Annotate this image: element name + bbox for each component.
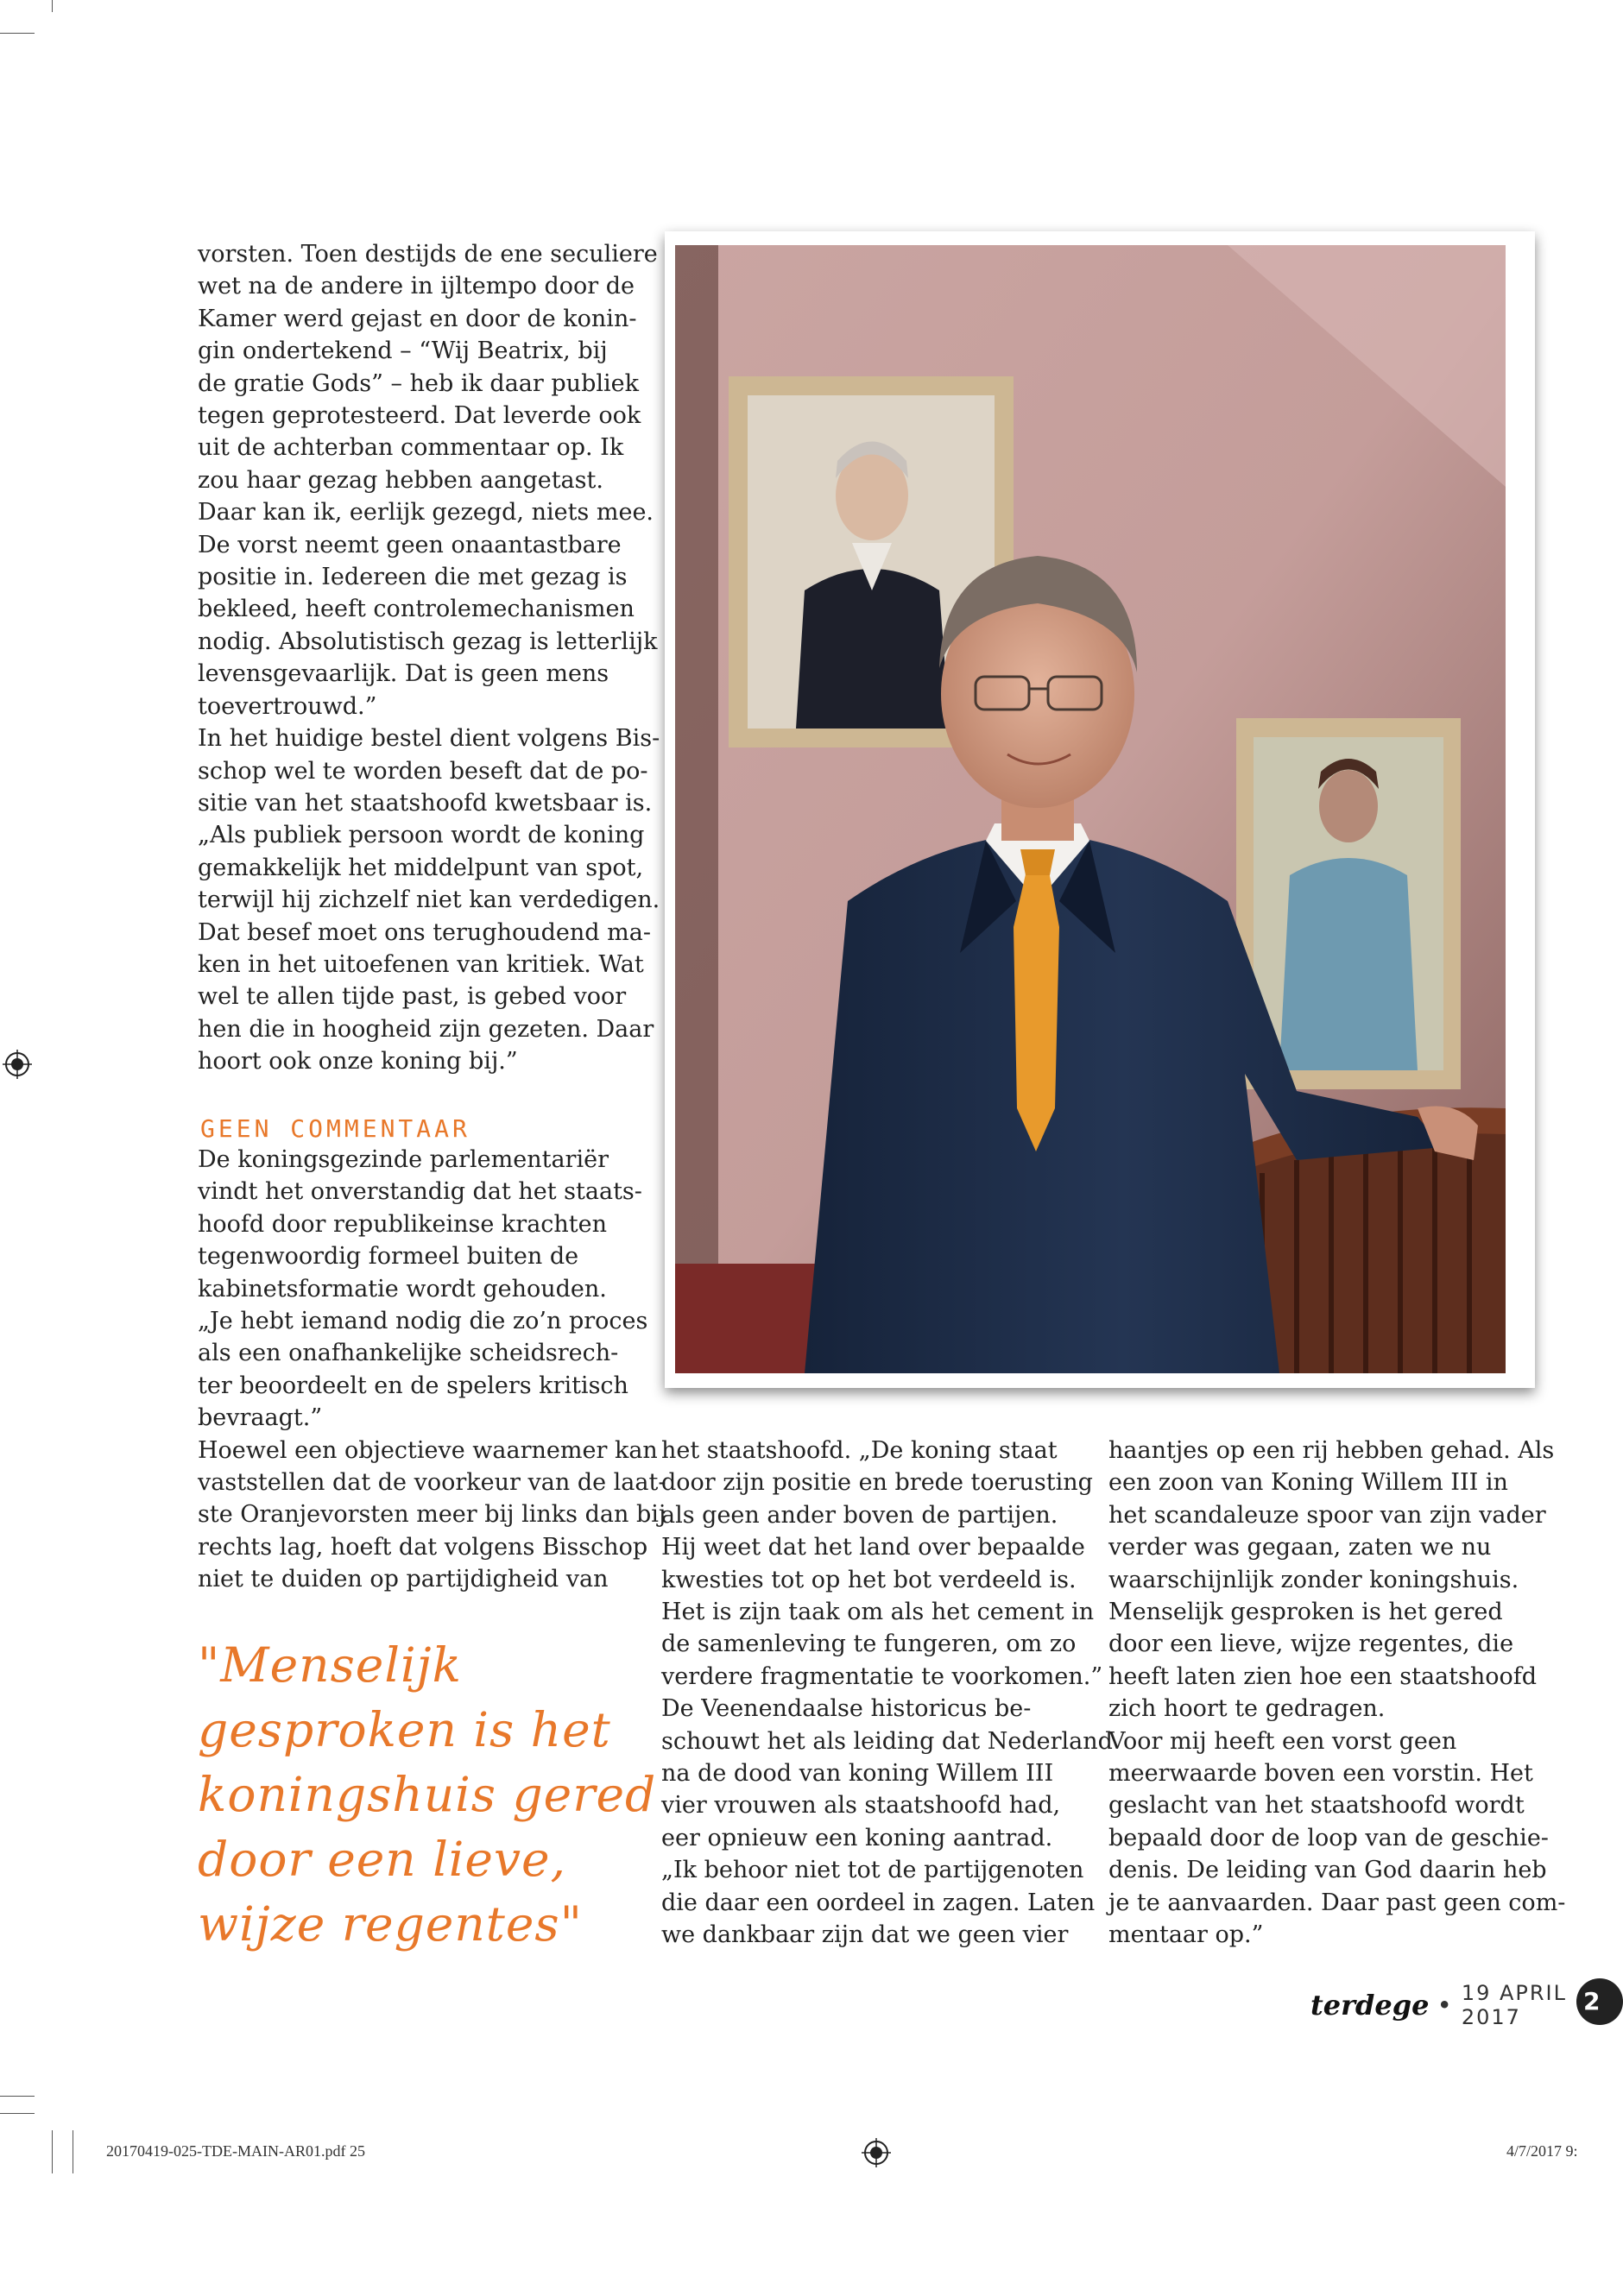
text-line: we dankbaar zijn dat we geen vier <box>661 1921 1069 1949</box>
text-line: de samenleving te fungeren, om zo <box>661 1631 1077 1658</box>
text-line: kwesties tot op het bot verdeeld is. <box>661 1566 1077 1593</box>
text-line: wet na de andere in ijltempo door de <box>198 273 635 300</box>
page-number-badge <box>1576 1978 1623 2025</box>
registration-mark-bottom-icon <box>862 2138 891 2167</box>
column-2-text <box>661 1435 1113 1952</box>
text-line: Hoewel een objectieve waarnemer kan <box>198 1436 658 1464</box>
text-line: De Veenendaalse historicus be- <box>661 1695 1032 1723</box>
text-line: hen die in hoogheid zijn gezeten. Daar <box>198 1015 654 1043</box>
text-line: haantjes op een rij hebben gehad. Als <box>1108 1437 1555 1464</box>
page-footer <box>1310 1981 1593 2029</box>
text-line: terwijl hij zichzelf niet kan verdedigen. <box>198 886 660 914</box>
text-line: meerwaarde boven een vorstin. Het <box>1108 1760 1533 1788</box>
pull-quote <box>198 1633 657 1957</box>
text-line: „Als publiek persoon wordt de koning <box>198 822 645 849</box>
text-line: bepaald door de loop van de geschie- <box>1108 1824 1549 1851</box>
text-line: vindt het onverstandig dat het staats- <box>198 1178 642 1206</box>
text-line: bevraagt.” <box>198 1404 323 1432</box>
text-line: verdere fragmentatie te voorkomen.” <box>661 1662 1103 1690</box>
text-line: bekleed, heeft controlemechanismen <box>198 596 635 623</box>
text-line: door zijn positie en brede toerusting <box>661 1469 1093 1497</box>
section-heading: GEEN COMMENTAAR <box>200 1114 470 1143</box>
text-line: „Je hebt iemand nodig die zo’n proces <box>198 1308 648 1335</box>
text-line: levensgevaarlijk. Dat is geen mens <box>198 660 609 688</box>
registration-mark-left-icon <box>3 1050 32 1079</box>
text-line: Hij weet dat het land over bepaalde <box>661 1534 1085 1561</box>
crop-mark-bottom-left-h2 <box>0 2113 35 2114</box>
text-line: toevertrouwd.” <box>198 692 377 720</box>
text-line: als geen ander boven de partijen. <box>661 1501 1058 1529</box>
text-line: vier vrouwen als staatshoofd had, <box>661 1792 1061 1820</box>
column-1-section-text <box>198 1144 666 1596</box>
text-line: na de dood van koning Willem III <box>661 1760 1054 1788</box>
magazine-brand: terdege <box>1310 1989 1430 2022</box>
text-line: tegenwoordig formeel buiten de <box>198 1243 579 1271</box>
quote-line: door een lieve, <box>198 1832 567 1887</box>
text-line: In het huidige bestel dient volgens Bis- <box>198 725 660 753</box>
text-line: het scandaleuze spoor van zijn vader <box>1108 1501 1546 1529</box>
text-line: niet te duiden op partijdigheid van <box>198 1566 609 1593</box>
text-line: uit de achterban commentaar op. Ik <box>198 434 624 462</box>
text-line: die daar een oordeel in zagen. Laten <box>661 1889 1096 1916</box>
quote-line: "Menselijk <box>198 1637 462 1693</box>
issue-date: 19 APRIL 2017 <box>1461 1981 1567 2029</box>
text-line: „Ik behoor niet tot de partijgenoten <box>661 1857 1084 1884</box>
crop-mark-bottom-left-h1 <box>0 2096 35 2097</box>
text-line: schouwt het als leiding dat Nederland <box>661 1727 1113 1755</box>
text-line: heeft laten zien hoe een staatshoofd <box>1108 1662 1538 1690</box>
text-line: schop wel te worden beseft dat de po- <box>198 757 648 785</box>
text-line: hoofd door republikeinse krachten <box>198 1210 608 1238</box>
text-line: de gratie Gods” – heb ik daar publiek <box>198 369 639 397</box>
text-line: tegen geprotesteerd. Dat leverde ook <box>198 402 641 430</box>
text-line: Kamer werd gejast en door de konin- <box>198 305 637 332</box>
text-line: ken in het uitoefenen van kritiek. Wat <box>198 950 644 978</box>
print-slug-filename: 20170419-025-TDE-MAIN-AR01.pdf 25 <box>106 2142 365 2160</box>
text-line: mentaar op.” <box>1108 1921 1264 1949</box>
column-3-text <box>1108 1435 1566 1952</box>
text-line: Dat besef moet ons terughoudend ma- <box>198 918 651 946</box>
quote-line: koningshuis gered <box>198 1767 657 1822</box>
text-line: kabinetsformatie wordt gehouden. <box>198 1275 607 1303</box>
text-line: je te aanvaarden. Daar past geen com- <box>1108 1889 1566 1916</box>
page-number: 2 <box>1583 1987 1601 2015</box>
text-line: ste Oranjevorsten meer bij links dan bij <box>198 1501 666 1529</box>
text-line: wel te allen tijde past, is gebed voor <box>198 983 627 1011</box>
text-line: Daar kan ik, eerlijk gezegd, niets mee. <box>198 499 654 527</box>
text-line: Menselijk gesproken is het gered <box>1108 1599 1503 1626</box>
text-line: het staatshoofd. „De koning staat <box>661 1437 1058 1464</box>
text-line: zich hoort te gedragen. <box>1108 1695 1386 1723</box>
quote-line: wijze regentes" <box>198 1896 583 1952</box>
text-line: vorsten. Toen destijds de ene seculiere <box>198 241 658 268</box>
text-line: nodig. Absolutistisch gezag is letterlijk <box>198 628 658 655</box>
text-line: door een lieve, wijze regentes, die <box>1108 1631 1514 1658</box>
text-line: eer opnieuw een koning aantrad. <box>661 1824 1053 1851</box>
text-line: hoort ook onze koning bij.” <box>198 1048 518 1075</box>
text-line: Voor mij heeft een vorst geen <box>1108 1727 1457 1755</box>
text-line: positie in. Iedereen die met gezag is <box>198 564 628 591</box>
text-line: ter beoordeelt en de spelers kritisch <box>198 1372 628 1399</box>
quote-line: gesproken is het <box>198 1702 611 1757</box>
text-line: gin ondertekend – “Wij Beatrix, bij <box>198 337 608 365</box>
text-line: gemakkelijk het middelpunt van spot, <box>198 854 644 881</box>
text-line: geslacht van het staatshoofd wordt <box>1108 1792 1525 1820</box>
text-line: vaststellen dat de voorkeur van de laat- <box>198 1469 666 1497</box>
text-line: waarschijnlijk zonder koningshuis. <box>1108 1566 1519 1593</box>
text-line: De vorst neemt geen onaantastbare <box>198 531 622 558</box>
text-line: rechts lag, hoeft dat volgens Bisschop <box>198 1533 648 1561</box>
column-1-top-text <box>198 238 660 1078</box>
portrait-illustration <box>675 245 1506 1373</box>
text-line: sitie van het staatshoofd kwetsbaar is. <box>198 789 653 817</box>
portrait-photo <box>665 231 1535 1388</box>
footer-separator: • <box>1437 1993 1453 2017</box>
text-line: denis. De leiding van God daarin heb <box>1108 1857 1547 1884</box>
text-line: als een onafhankelijke scheidsrech- <box>198 1340 619 1367</box>
print-slug-timestamp: 4/7/2017 9: <box>1506 2142 1578 2160</box>
crop-mark-bottom-left-v1 <box>52 2130 53 2173</box>
text-line: De koningsgezinde parlementariër <box>198 1146 609 1173</box>
text-line: een zoon van Koning Willem III in <box>1108 1469 1508 1497</box>
text-line: zou haar gezag hebben aangetast. <box>198 466 603 494</box>
crop-mark-top-left-h <box>0 33 35 34</box>
text-line: Het is zijn taak om als het cement in <box>661 1599 1095 1626</box>
text-line: verder was gegaan, zaten we nu <box>1108 1534 1492 1561</box>
crop-mark-top-left-v <box>52 0 53 12</box>
